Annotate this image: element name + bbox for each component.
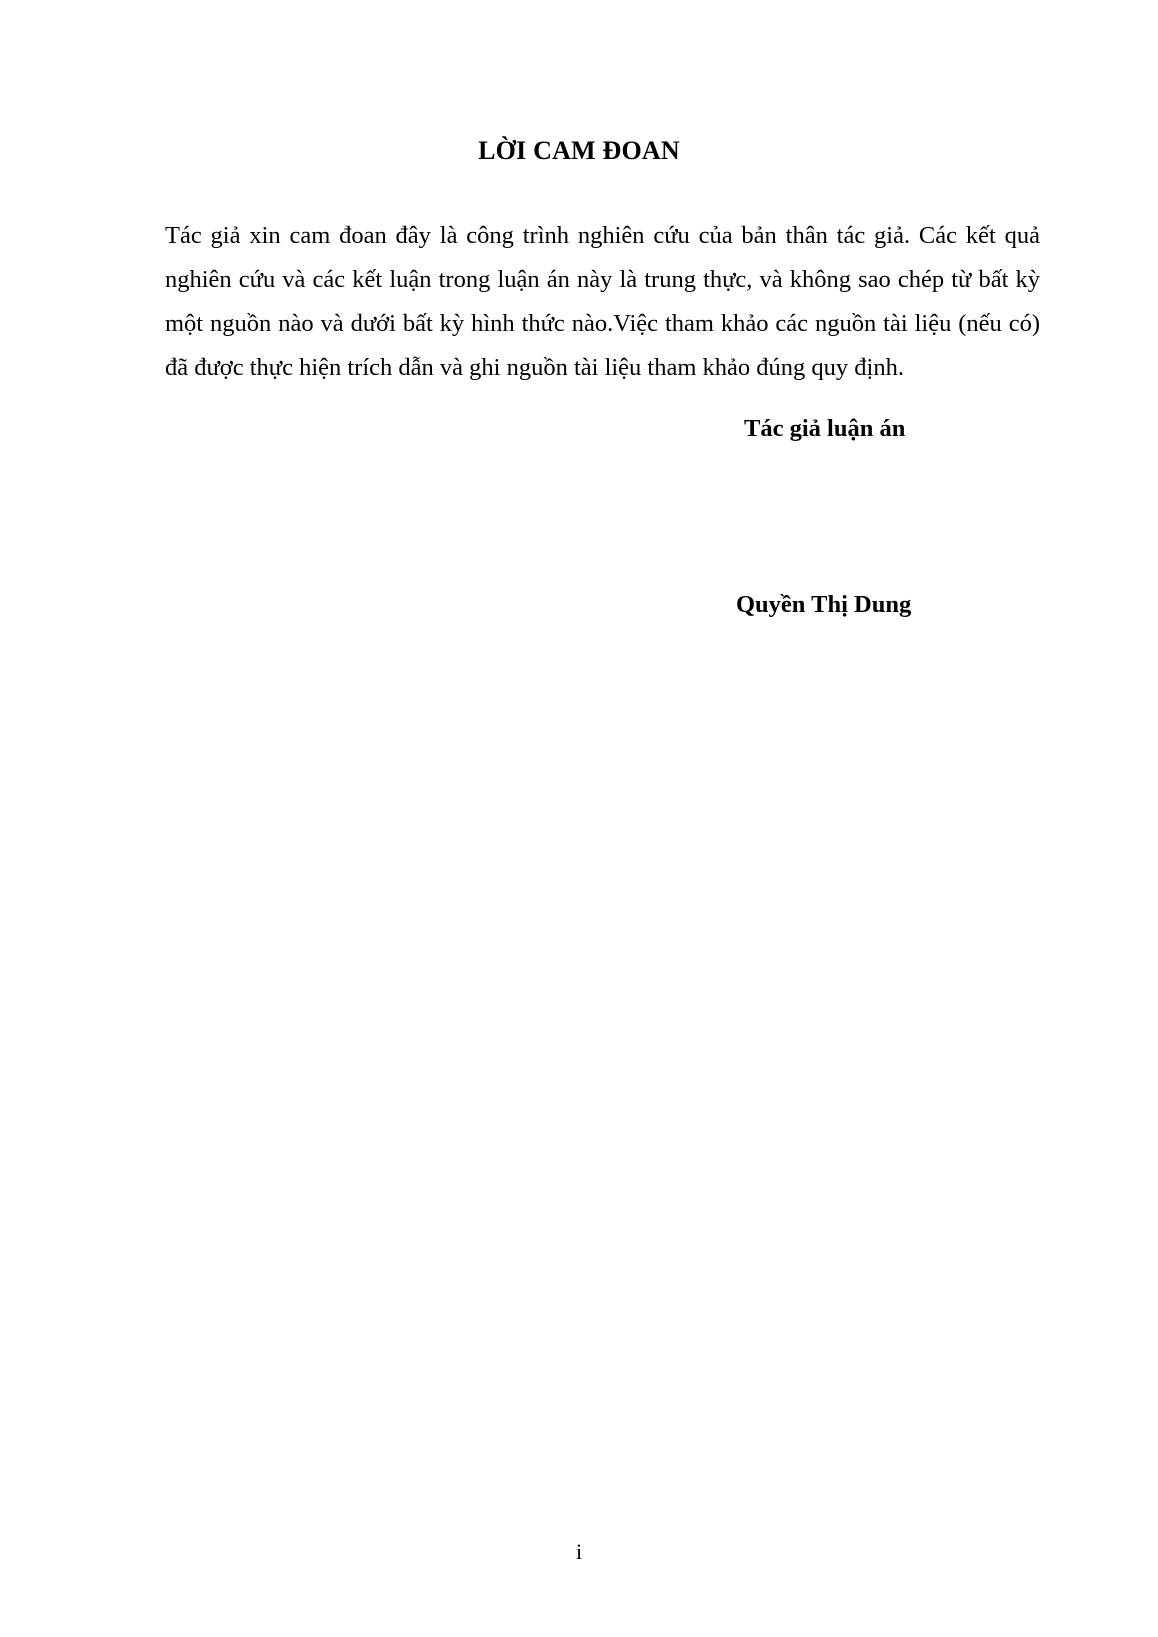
page-title: LỜI CAM ĐOAN [478,136,680,165]
declaration-paragraph: Tác giả xin cam đoan đây là công trình nghiên cứu của bản thân tác giả. Các kết quả nghiên cứu và các kết luận trong luận án này là trung thực, và không sao chép từ bất kỳ một nguồn nào và dưới bất kỳ hình thức nào.Việc tham khảo các nguồn tài liệu (nếu có) đã được thực hiện trích dẫn và ghi nguồn tài liệu tham khảo đúng quy định. [165,222,1040,381]
author-name: Quyền Thị Dung [736,591,912,618]
page-number: i [575,1539,583,1564]
author-label: Tác giả luận án [744,415,906,442]
